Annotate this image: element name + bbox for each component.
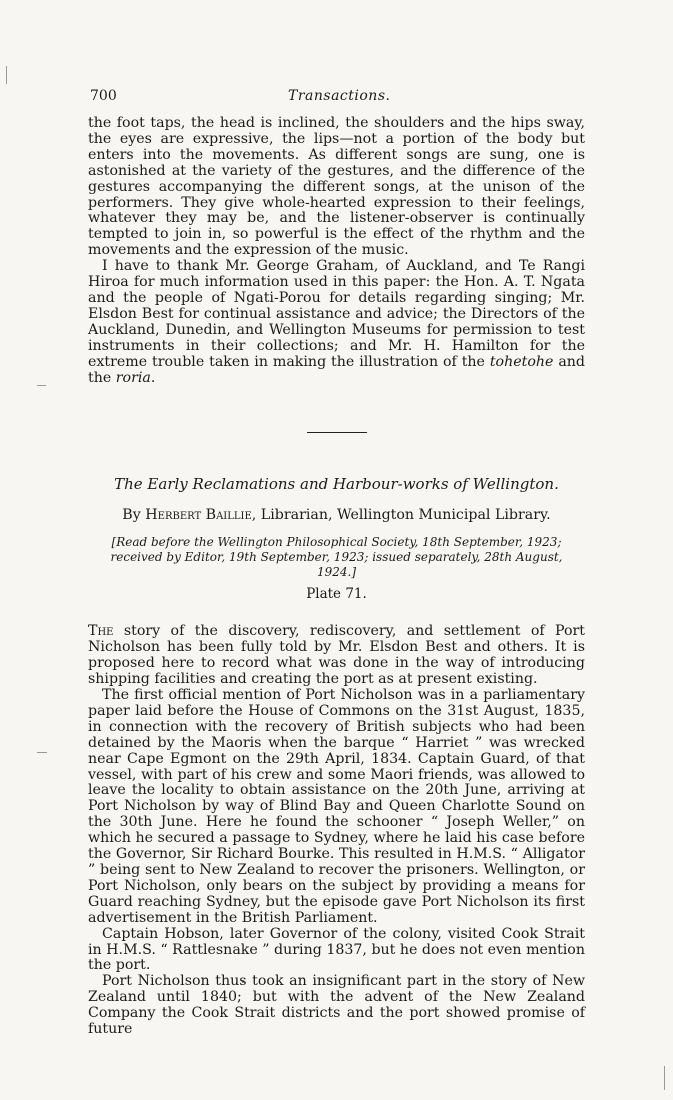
article-title: The Early Reclamations and Harbour-works of Wellington. — [114, 475, 559, 494]
margin-mark — [37, 752, 47, 753]
section-rule — [307, 432, 367, 433]
drop-cap-word: The — [88, 623, 114, 640]
byline — [88, 507, 585, 523]
intro-text: story of the discovery, rediscovery, and settlement of Port Nicholson has been fully told by Mr. Elsdon Best and others. It is proposed here to record what was done in the way of introducing shipping facilities and creating the port as at present existing. — [88, 623, 585, 688]
body-paragraph: Port Nicholson thus took an insignificant part in the story of New Zealand until 1840; but with the advent of the New Zealand Company the Cook Strait districts and the port showed promise of future — [88, 973, 585, 1038]
intro-paragraph — [88, 624, 585, 688]
term-roria: roria — [115, 369, 151, 386]
plate-reference: Plate 71. — [306, 586, 367, 603]
author-affiliation: , Librarian, Wellington Municipal Library. — [251, 507, 551, 524]
term-tohetohe: tohetohe — [489, 353, 554, 370]
byline-prefix: By — [122, 507, 141, 524]
body-paragraph: Captain Hobson, later Governor of the colony, visited Cook Strait in H.M.S. “ Rattlesnake ” during 1837, but he does not even mention the port. — [88, 925, 585, 974]
page — [88, 88, 585, 1038]
page-number: 700 — [90, 88, 117, 104]
ack-end: . — [150, 369, 156, 386]
margin-mark — [664, 1066, 665, 1090]
read-note: [Read before the Wellington Philosophical Society, 18th September, 1923; received by Editor, 19th September, 1923; issued separately, 28th August, 1924.] — [110, 535, 563, 580]
acknowledgements-paragraph — [88, 259, 585, 386]
ack-text: I have to thank Mr. George Graham, of Auckland, and Te Rangi Hiroa for much information used in this paper: the Hon. A. T. Ngata and the people of Ngati-Porou for details regarding singing; Mr. Elsdon Best for continual assistance and advice; the Directors of the Auckland, Dunedin, and Wellington Museums for permission to test instruments in their collections; and Mr. H. Hamilton for the extreme trouble taken in making the illustration of the — [88, 258, 585, 370]
running-head — [88, 88, 585, 116]
margin-mark — [37, 385, 46, 386]
ack-connector: and the — [88, 353, 585, 386]
body-paragraph: The first official mention of Port Nicholson was in a parliamentary paper laid before the House of Commons on the 31st August, 1835, in connection with the recovery of British subjects who had been detained by the Maoris when the barque “ Harriet ” was wrecked near Cape Egmont on the 29th April, 1834. Captain Guard, of that vessel, with part of his crew and some Maori friends, was allowed to leave the locality to obtain assistance on the 20th June, arriving at Port Nicholson by way of Blind Bay and Queen Charlotte Sound on the 30th June. Here he found the schooner “ Joseph Weller,” on which he secured a passage to Sydney, where he laid his case before the Governor, Sir Richard Bourke. This resulted in H.M.S. “ Alligator ” being sent to New Zealand to recover the prisoners. Wellington, or Port Nicholson, only bears on the subject by providing a means for Guard reaching Sydney, but the episode gave Port Nicholson its first advertisement in the British Parliament. — [88, 687, 585, 926]
running-title: Transactions. — [288, 88, 391, 104]
author-name: Herbert Baillie — [145, 507, 252, 524]
prev-article-paragraph: the foot taps, the head is inclined, the shoulders and the hips sway, the eyes are expressive, the lips—not a portion of the body but enters into the movements. As different songs are sung, one is astonished at the variety of the gestures, and the difference of the gestures accompanying the different songs, at the unison of the performers. They give whole-hearted expression to their feelings, whatever they may be, and the listener-observer is continually tempted to join in, so powerful is the effect of the rhythm and the movements and the expression of the music. — [88, 115, 585, 259]
margin-mark — [6, 66, 7, 84]
